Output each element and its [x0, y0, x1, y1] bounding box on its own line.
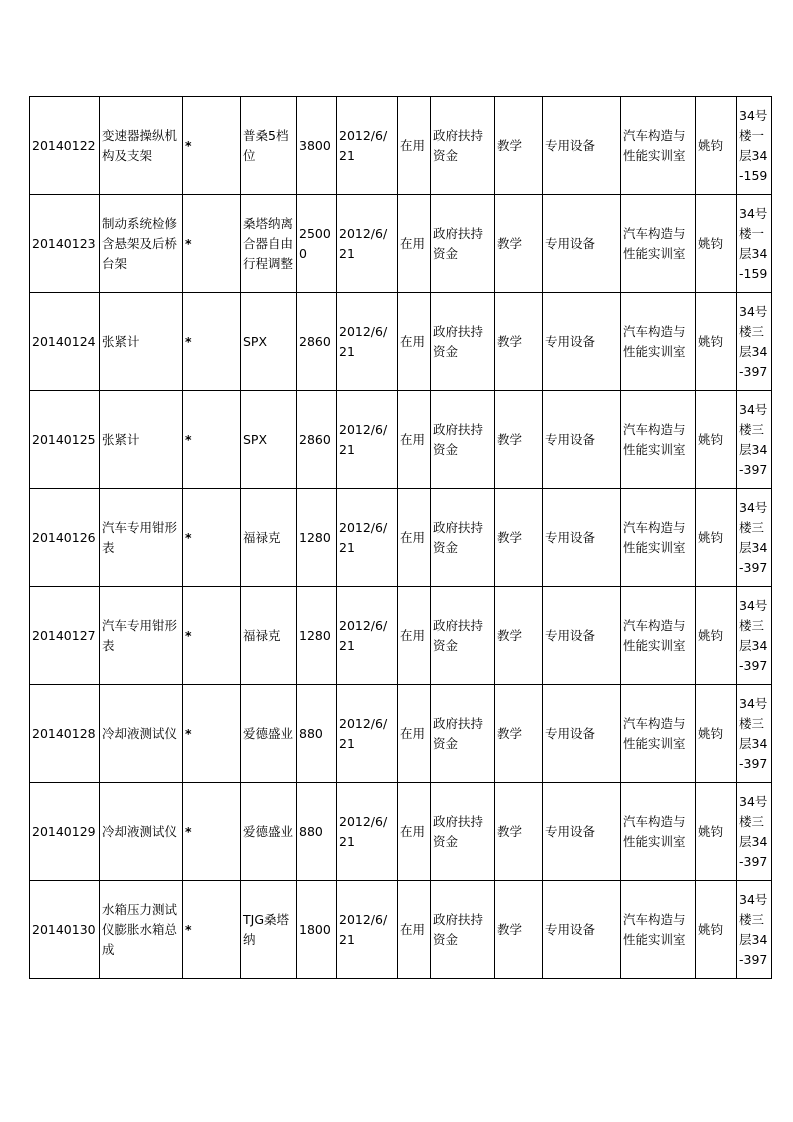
table-row: [30, 293, 772, 391]
keeper-cell: 姚钧: [696, 195, 737, 293]
usage-cell: 教学: [495, 391, 543, 489]
keeper-cell: 姚钧: [696, 293, 737, 391]
price-cell: 880: [297, 783, 337, 881]
asset-id-cell: 20140122: [30, 97, 100, 195]
price-cell: 2860: [297, 391, 337, 489]
mark-cell: *: [183, 489, 241, 587]
location-cell: 34号楼三层34-397: [737, 587, 772, 685]
price-cell: 1280: [297, 489, 337, 587]
model-cell: 爱德盛业: [241, 685, 297, 783]
table-row: [30, 881, 772, 979]
lab-room-cell: 汽车构造与性能实训室: [621, 685, 696, 783]
usage-cell: 教学: [495, 293, 543, 391]
location-cell: 34号楼一层34-159: [737, 97, 772, 195]
lab-room-cell: 汽车构造与性能实训室: [621, 195, 696, 293]
location-cell: 34号楼三层34-397: [737, 391, 772, 489]
price-cell: 1280: [297, 587, 337, 685]
category-cell: 专用设备: [543, 293, 621, 391]
lab-room-cell: 汽车构造与性能实训室: [621, 293, 696, 391]
fund-source-cell: 政府扶持资金: [431, 391, 495, 489]
category-cell: 专用设备: [543, 97, 621, 195]
category-cell: 专用设备: [543, 881, 621, 979]
lab-room-cell: 汽车构造与性能实训室: [621, 587, 696, 685]
keeper-cell: 姚钧: [696, 881, 737, 979]
asset-id-cell: 20140129: [30, 783, 100, 881]
usage-cell: 教学: [495, 97, 543, 195]
table-row: [30, 97, 772, 195]
status-cell: 在用: [398, 391, 431, 489]
purchase-date-cell: 2012/6/21: [337, 587, 398, 685]
price-cell: 880: [297, 685, 337, 783]
table-row: [30, 489, 772, 587]
category-cell: 专用设备: [543, 783, 621, 881]
fund-source-cell: 政府扶持资金: [431, 97, 495, 195]
table-row: [30, 783, 772, 881]
item-name-cell: 汽车专用钳形表: [100, 489, 183, 587]
category-cell: 专用设备: [543, 195, 621, 293]
item-name-cell: 汽车专用钳形表: [100, 587, 183, 685]
location-cell: 34号楼三层34-397: [737, 293, 772, 391]
table-row: [30, 685, 772, 783]
status-cell: 在用: [398, 587, 431, 685]
purchase-date-cell: 2012/6/21: [337, 489, 398, 587]
model-cell: 桑塔纳离合器自由行程调整: [241, 195, 297, 293]
keeper-cell: 姚钧: [696, 685, 737, 783]
lab-room-cell: 汽车构造与性能实训室: [621, 391, 696, 489]
keeper-cell: 姚钧: [696, 587, 737, 685]
mark-cell: *: [183, 293, 241, 391]
price-cell: 2860: [297, 293, 337, 391]
asset-id-cell: 20140126: [30, 489, 100, 587]
asset-id-cell: 20140128: [30, 685, 100, 783]
purchase-date-cell: 2012/6/21: [337, 391, 398, 489]
fund-source-cell: 政府扶持资金: [431, 587, 495, 685]
lab-room-cell: 汽车构造与性能实训室: [621, 97, 696, 195]
model-cell: TJG桑塔纳: [241, 881, 297, 979]
purchase-date-cell: 2012/6/21: [337, 881, 398, 979]
location-cell: 34号楼三层34-397: [737, 881, 772, 979]
status-cell: 在用: [398, 685, 431, 783]
asset-id-cell: 20140130: [30, 881, 100, 979]
mark-cell: *: [183, 685, 241, 783]
category-cell: 专用设备: [543, 685, 621, 783]
usage-cell: 教学: [495, 783, 543, 881]
purchase-date-cell: 2012/6/21: [337, 685, 398, 783]
usage-cell: 教学: [495, 489, 543, 587]
location-cell: 34号楼三层34-397: [737, 489, 772, 587]
price-cell: 1800: [297, 881, 337, 979]
usage-cell: 教学: [495, 587, 543, 685]
item-name-cell: 变速器操纵机构及支架: [100, 97, 183, 195]
location-cell: 34号楼一层34-159: [737, 195, 772, 293]
item-name-cell: 张紧计: [100, 391, 183, 489]
fund-source-cell: 政府扶持资金: [431, 685, 495, 783]
status-cell: 在用: [398, 195, 431, 293]
keeper-cell: 姚钧: [696, 97, 737, 195]
model-cell: 福禄克: [241, 587, 297, 685]
status-cell: 在用: [398, 489, 431, 587]
purchase-date-cell: 2012/6/21: [337, 195, 398, 293]
mark-cell: *: [183, 195, 241, 293]
lab-room-cell: 汽车构造与性能实训室: [621, 783, 696, 881]
status-cell: 在用: [398, 293, 431, 391]
table-row: [30, 391, 772, 489]
usage-cell: 教学: [495, 685, 543, 783]
asset-id-cell: 20140123: [30, 195, 100, 293]
category-cell: 专用设备: [543, 489, 621, 587]
purchase-date-cell: 2012/6/21: [337, 783, 398, 881]
model-cell: 普桑5档位: [241, 97, 297, 195]
fund-source-cell: 政府扶持资金: [431, 881, 495, 979]
item-name-cell: 冷却液测试仪: [100, 783, 183, 881]
equipment-table: [29, 96, 772, 979]
keeper-cell: 姚钧: [696, 783, 737, 881]
keeper-cell: 姚钧: [696, 489, 737, 587]
model-cell: SPX: [241, 391, 297, 489]
usage-cell: 教学: [495, 881, 543, 979]
model-cell: SPX: [241, 293, 297, 391]
mark-cell: *: [183, 881, 241, 979]
status-cell: 在用: [398, 881, 431, 979]
location-cell: 34号楼三层34-397: [737, 783, 772, 881]
asset-id-cell: 20140124: [30, 293, 100, 391]
usage-cell: 教学: [495, 195, 543, 293]
lab-room-cell: 汽车构造与性能实训室: [621, 881, 696, 979]
table-row: [30, 195, 772, 293]
table-row: [30, 587, 772, 685]
model-cell: 爱德盛业: [241, 783, 297, 881]
location-cell: 34号楼三层34-397: [737, 685, 772, 783]
fund-source-cell: 政府扶持资金: [431, 783, 495, 881]
price-cell: 25000: [297, 195, 337, 293]
status-cell: 在用: [398, 783, 431, 881]
purchase-date-cell: 2012/6/21: [337, 293, 398, 391]
table-body: [30, 97, 772, 979]
mark-cell: *: [183, 391, 241, 489]
mark-cell: *: [183, 97, 241, 195]
mark-cell: *: [183, 587, 241, 685]
category-cell: 专用设备: [543, 391, 621, 489]
category-cell: 专用设备: [543, 587, 621, 685]
mark-cell: *: [183, 783, 241, 881]
fund-source-cell: 政府扶持资金: [431, 195, 495, 293]
status-cell: 在用: [398, 97, 431, 195]
purchase-date-cell: 2012/6/21: [337, 97, 398, 195]
item-name-cell: 水箱压力测试仪膨胀水箱总成: [100, 881, 183, 979]
item-name-cell: 制动系统检修含悬架及后桥台架: [100, 195, 183, 293]
asset-id-cell: 20140125: [30, 391, 100, 489]
lab-room-cell: 汽车构造与性能实训室: [621, 489, 696, 587]
item-name-cell: 张紧计: [100, 293, 183, 391]
item-name-cell: 冷却液测试仪: [100, 685, 183, 783]
asset-id-cell: 20140127: [30, 587, 100, 685]
keeper-cell: 姚钧: [696, 391, 737, 489]
model-cell: 福禄克: [241, 489, 297, 587]
fund-source-cell: 政府扶持资金: [431, 489, 495, 587]
price-cell: 3800: [297, 97, 337, 195]
fund-source-cell: 政府扶持资金: [431, 293, 495, 391]
